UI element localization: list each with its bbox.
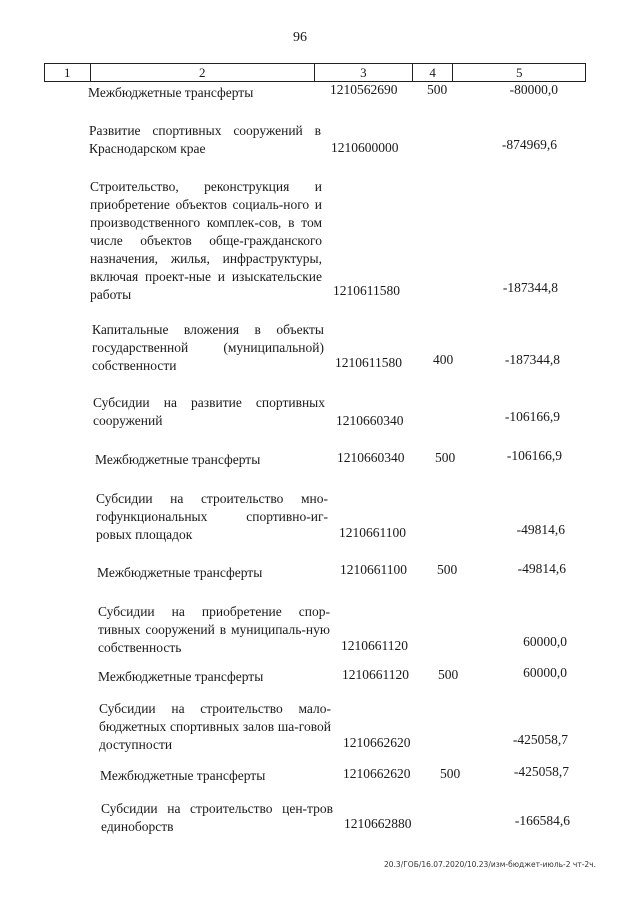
row-code: 1210660340 (337, 450, 405, 465)
row-description: Субсидии на строительство мало-бюджетных спортивных залов ша-говой доступности (99, 701, 331, 752)
column-header-3: 3 (314, 64, 412, 82)
column-header-table (44, 63, 586, 82)
row-type: 500 (438, 667, 459, 682)
row-type: 400 (433, 352, 454, 367)
row-sum: 60000,0 (523, 634, 567, 649)
row-code: 1210562690 (330, 82, 398, 97)
row-description: Межбюджетные трансферты (98, 669, 264, 684)
column-header-2: 2 (90, 64, 314, 82)
row-description: Субсидии на приобретение спор-тивных сооружений в муниципаль-ную собственность (98, 604, 330, 655)
row-description: Субсидии на строительство цен-тров единоборств (101, 801, 333, 834)
row-code: 1210662620 (343, 735, 411, 750)
row-code: 1210661120 (342, 667, 409, 682)
page-number: 96 (293, 30, 307, 45)
document-footer-reference: 20.3/ГОБ/16.07.2020/10.23/изм-бюджет-июль-2 чт-2ч. (384, 860, 596, 869)
row-code: 1210661100 (340, 562, 407, 577)
row-code: 1210611580 (333, 283, 400, 298)
row-code: 1210661120 (341, 638, 408, 653)
row-code: 1210661100 (339, 525, 406, 540)
row-type: 500 (427, 82, 448, 97)
row-code: 1210662620 (343, 766, 411, 781)
row-code: 1210600000 (331, 140, 399, 155)
column-header-row (45, 64, 586, 82)
column-header-4: 4 (412, 64, 453, 82)
row-description: Субсидии на строительство мно-гофункциональных спортивно-иг-ровых площадок (96, 491, 328, 542)
row-code: 1210662880 (344, 816, 412, 831)
row-type: 500 (437, 562, 458, 577)
row-sum: -425058,7 (512, 732, 568, 747)
row-type: 500 (440, 766, 461, 781)
row-sum: -49814,6 (517, 561, 566, 576)
column-header-5: 5 (453, 64, 586, 82)
row-sum: -425058,7 (513, 764, 569, 779)
row-sum: -187344,8 (502, 280, 558, 295)
row-sum: -49814,6 (516, 522, 565, 537)
row-description: Развитие спортивных сооружений в Краснодарском крае (89, 123, 321, 156)
row-code: 1210611580 (335, 355, 402, 370)
row-sum: 60000,0 (523, 665, 567, 680)
row-description: Капитальные вложения в объекты государственной (муниципальной) собственности (92, 322, 324, 373)
row-sum: -187344,8 (504, 352, 560, 367)
column-header-1: 1 (45, 64, 91, 82)
row-description: Межбюджетные трансферты (88, 85, 254, 100)
row-description: Строительство, реконструкция и приобретение объектов социаль-ного и производственного комплек-сов, в том числе объектов обще-гражданского назначения, жилья, инфраструктуры, включая проект-ные и изыскательские работы (90, 179, 322, 302)
row-type: 500 (435, 450, 456, 465)
row-sum: -80000,0 (509, 82, 558, 97)
row-description: Субсидии на развитие спортивных сооружений (93, 395, 325, 428)
row-description: Межбюджетные трансферты (97, 565, 263, 580)
row-sum: -166584,6 (514, 813, 570, 828)
row-sum: -106166,9 (504, 409, 560, 424)
row-sum: -106166,9 (506, 448, 562, 463)
row-sum: -874969,6 (501, 137, 557, 152)
row-description: Межбюджетные трансферты (100, 768, 266, 783)
row-code: 1210660340 (336, 413, 404, 428)
row-description: Межбюджетные трансферты (95, 452, 261, 467)
